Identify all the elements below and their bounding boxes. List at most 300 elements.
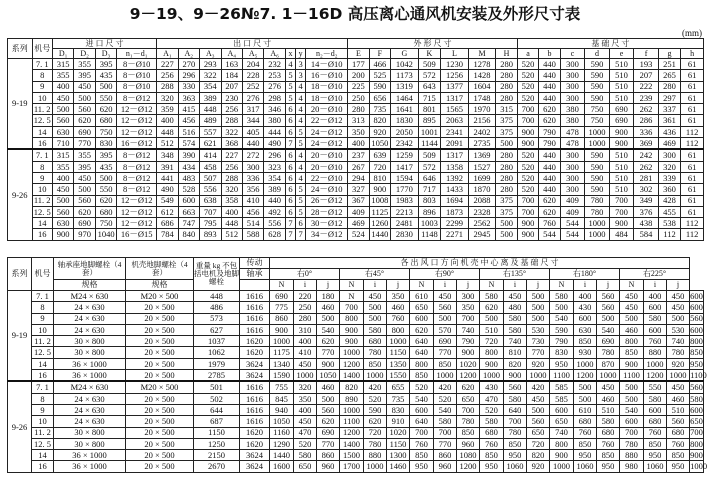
- table-cell: 520: [434, 393, 457, 404]
- table-cell: 12. 5: [33, 206, 51, 217]
- table-cell: 560: [434, 302, 457, 313]
- table-cell: 700: [620, 427, 644, 438]
- sub-header: N: [620, 280, 644, 291]
- table-cell: 747: [178, 218, 199, 229]
- table-cell: 239: [634, 92, 659, 103]
- table-cell: 359: [157, 104, 178, 115]
- table-cell: 2785: [194, 370, 240, 382]
- table-cell: 800: [620, 336, 644, 347]
- t2-col-weight: 重量 kg 不包括电机及地脚螺栓: [194, 258, 240, 291]
- table-cell: 440: [539, 70, 560, 81]
- table-cell: 24 × 630: [54, 393, 126, 404]
- table-cell: 620: [74, 206, 95, 217]
- column-header: e: [609, 49, 634, 59]
- angle-header: 右45°: [340, 269, 410, 280]
- table-cell: 1060: [574, 461, 597, 472]
- table-cell: 580: [690, 393, 703, 404]
- table-cell: 520: [517, 81, 538, 92]
- table-cell: 500: [364, 313, 387, 324]
- table-cell: 440: [539, 59, 560, 70]
- table-cell: 1433: [441, 184, 469, 195]
- table-cell: 30－Ø12: [306, 218, 348, 229]
- table-cell: 20 × 500: [126, 358, 194, 369]
- table-cell: 336: [634, 126, 659, 137]
- table-cell: 801: [418, 104, 440, 115]
- table-cell: 3: [296, 59, 306, 70]
- table-cell: 525: [369, 70, 390, 81]
- table-cell: 680: [480, 427, 504, 438]
- table-cell: 850: [667, 450, 690, 461]
- table-cell: 296: [264, 149, 285, 161]
- table-cell: 6: [285, 172, 295, 183]
- table-cell: 700: [517, 195, 538, 206]
- table-cell: 455: [658, 206, 680, 217]
- table-cell: 690: [597, 336, 620, 347]
- table-cell: 900: [517, 229, 538, 240]
- table-cell: 1340: [270, 358, 294, 369]
- table-cell: 750: [95, 126, 116, 137]
- table-cell: 690: [609, 115, 634, 126]
- table-cell: 430: [480, 381, 504, 393]
- table-cell: 590: [369, 81, 390, 92]
- table-cell: 375: [496, 206, 518, 217]
- table-cell: 1979: [194, 358, 240, 369]
- table-cell: 500: [52, 195, 73, 206]
- table-cell: 1440: [270, 450, 294, 461]
- table-cell: 2341: [441, 126, 469, 137]
- table-cell: 500: [317, 313, 340, 324]
- table-cell: 440: [264, 195, 285, 206]
- series-label: 9-26: [8, 149, 33, 240]
- table-cell: 1350: [387, 358, 410, 369]
- table-cell: 640: [504, 404, 527, 415]
- table-cell: 950: [480, 461, 504, 472]
- table-cell: 20－Ø10: [306, 161, 348, 172]
- table-cell: 570: [434, 324, 457, 335]
- column-header: h: [681, 49, 704, 59]
- table-cell: 520: [364, 393, 387, 404]
- table-cell: 502: [194, 393, 240, 404]
- table-cell: 300: [560, 70, 585, 81]
- table-cell: 755: [270, 381, 294, 393]
- table-cell: 395: [74, 70, 95, 81]
- table-cell: 920: [527, 358, 550, 369]
- table-cell: 395: [95, 149, 116, 161]
- table-cell: 524: [348, 229, 369, 240]
- table-cell: 300: [560, 161, 585, 172]
- column-header: n₂－d₂: [306, 49, 348, 59]
- table-cell: 687: [194, 416, 240, 427]
- table-cell: 315: [52, 149, 73, 161]
- table-cell: 800: [690, 438, 703, 449]
- table-cell: 900: [517, 126, 538, 137]
- table-cell: 850: [410, 450, 434, 461]
- table-cell: 760: [644, 427, 667, 438]
- table-cell: 450: [52, 184, 73, 195]
- table-cell: 389: [264, 184, 285, 195]
- table-cell: 500: [52, 104, 73, 115]
- table-cell: 510: [667, 404, 690, 415]
- table-row: [8, 126, 704, 137]
- table-cell: 500: [480, 313, 504, 324]
- sub-header: j: [387, 280, 410, 291]
- table-cell: 820: [369, 115, 390, 126]
- table-cell: 1616: [240, 291, 270, 302]
- table-cell: 2050: [391, 126, 419, 137]
- table-cell: 1160: [270, 427, 294, 438]
- table-cell: 450: [504, 291, 527, 302]
- table-row: [8, 358, 704, 369]
- table-cell: 409: [560, 206, 585, 217]
- table-cell: 9: [32, 172, 52, 183]
- table-cell: 800: [550, 438, 574, 449]
- table-cell: 375: [496, 126, 518, 137]
- t2-group-directions: 各 出 风 口 方 向 机 壳 中 心 离 及 基 础 尺 寸: [270, 258, 690, 269]
- table-cell: 61: [681, 115, 704, 126]
- column-header: A₅: [242, 49, 263, 59]
- table-cell: 470: [480, 393, 504, 404]
- table-cell: 6: [285, 115, 295, 126]
- table-cell: 310: [294, 324, 317, 335]
- table-cell: 1000: [574, 358, 597, 369]
- table-cell: 1700: [340, 461, 364, 472]
- table-cell: 900: [340, 336, 364, 347]
- table-cell: 700: [517, 104, 538, 115]
- table-cell: 1144: [418, 138, 440, 150]
- table-cell: 500: [74, 92, 95, 103]
- table-cell: 207: [221, 81, 242, 92]
- table-cell: 450: [434, 291, 457, 302]
- table-cell: 8－Ø12: [117, 161, 157, 172]
- col-machine: 机号: [32, 39, 52, 59]
- table-cell: 320: [157, 92, 178, 103]
- table-cell: 600: [644, 404, 667, 415]
- table-cell: 1460: [387, 461, 410, 472]
- table-cell: 930: [574, 347, 597, 358]
- table-cell: 400: [157, 115, 178, 126]
- table-cell: 2150: [194, 450, 240, 461]
- table-cell: 6: [285, 149, 295, 161]
- table-cell: 630: [52, 126, 73, 137]
- table-cell: 450: [52, 92, 73, 103]
- table-cell: 280: [496, 184, 518, 195]
- table-cell: 910: [387, 416, 410, 427]
- table-cell: 207: [634, 70, 659, 81]
- table-cell: 520: [480, 404, 504, 415]
- table-cell: 5: [285, 92, 295, 103]
- table-cell: 850: [690, 347, 703, 358]
- table-cell: 510: [609, 70, 634, 81]
- table-cell: 700: [517, 115, 538, 126]
- table-cell: 315: [52, 59, 73, 70]
- sub-header: j: [597, 280, 620, 291]
- table-cell: 390: [178, 149, 199, 161]
- table-cell: 361: [658, 115, 680, 126]
- table-cell: 528: [178, 184, 199, 195]
- table-cell: 520: [294, 438, 317, 449]
- table-cell: 450: [364, 291, 387, 302]
- table-cell: 280: [496, 172, 518, 183]
- t2-col-bearing-sub: 规格: [54, 280, 126, 291]
- table-cell: 900: [517, 138, 538, 150]
- table-cell: 486: [194, 302, 240, 313]
- table-cell: 643: [418, 81, 440, 92]
- table-cell: 434: [178, 161, 199, 172]
- table-row: [8, 172, 704, 183]
- table-cell: 690: [434, 336, 457, 347]
- table-cell: 400: [221, 206, 242, 217]
- table-cell: 112: [681, 138, 704, 150]
- table-cell: 440: [539, 184, 560, 195]
- table-cell: 450: [294, 358, 317, 369]
- table-cell: 600: [644, 324, 667, 335]
- table-cell: 2063: [441, 115, 469, 126]
- column-header: c: [560, 49, 585, 59]
- table-cell: 600: [690, 290, 703, 301]
- table-cell: 7: [285, 229, 295, 240]
- table-cell: 3624: [240, 450, 270, 461]
- table-cell: 112: [658, 229, 680, 240]
- installation-table: [7, 257, 708, 473]
- table-cell: 900: [52, 229, 73, 240]
- table-cell: 253: [264, 70, 285, 81]
- table-cell: 1060: [504, 461, 527, 472]
- table-cell: 1616: [240, 416, 270, 427]
- table-cell: 620: [457, 381, 480, 393]
- table-cell: 620: [364, 416, 387, 427]
- table-cell: 500: [74, 184, 95, 195]
- table-cell: 900: [550, 450, 574, 461]
- table-cell: 36 × 1000: [54, 450, 126, 461]
- table-cell: 638: [200, 195, 221, 206]
- table-cell: 1464: [391, 92, 419, 103]
- table-cell: 900: [620, 358, 644, 369]
- table-cell: 800: [387, 324, 410, 335]
- table-cell: 900: [609, 126, 634, 137]
- table-cell: 600: [410, 404, 434, 415]
- table-cell: 1620: [240, 336, 270, 347]
- table-cell: 896: [418, 206, 440, 217]
- table-cell: 1200: [574, 370, 597, 382]
- table-cell: 400: [52, 81, 73, 92]
- table-cell: 490: [157, 184, 178, 195]
- table-cell: 700: [517, 206, 538, 217]
- column-header: K: [418, 49, 440, 59]
- table-cell: M20 × 500: [126, 381, 194, 393]
- table-cell: 267: [348, 161, 369, 172]
- table-cell: 590: [585, 59, 610, 70]
- table-cell: 720: [369, 161, 390, 172]
- table-cell: 710: [52, 138, 73, 150]
- column-header: D₃: [95, 49, 116, 59]
- table-cell: 860: [270, 313, 294, 324]
- table-cell: 500: [620, 381, 644, 393]
- table-cell: 2830: [391, 229, 419, 240]
- table-cell: 440: [539, 149, 560, 161]
- table-cell: 1870: [468, 184, 496, 195]
- table-cell: 580: [504, 324, 527, 335]
- table-cell: 16: [32, 138, 52, 150]
- table-cell: 700: [609, 206, 634, 217]
- table-cell: 250: [294, 302, 317, 313]
- column-header: g: [658, 49, 680, 59]
- table-cell: 1000: [527, 370, 550, 382]
- column-header: d: [585, 49, 610, 59]
- table-cell: 24－Ø12: [306, 138, 348, 150]
- table-cell: 1000: [550, 461, 574, 472]
- table-cell: 1200: [457, 461, 480, 472]
- table-cell: 280: [496, 81, 518, 92]
- table-cell: 4: [296, 172, 306, 183]
- table-cell: 790: [550, 336, 574, 347]
- table-cell: 349: [634, 195, 659, 206]
- table-cell: 322: [200, 70, 221, 81]
- table-cell: 1000: [340, 404, 364, 415]
- table-cell: 1200: [340, 358, 364, 369]
- table-cell: 780: [585, 206, 610, 217]
- table-cell: 584: [634, 229, 659, 240]
- table-cell: 760: [644, 336, 667, 347]
- table-cell: 400: [644, 291, 667, 302]
- table-cell: 895: [418, 115, 440, 126]
- table-cell: 8－Ø12: [117, 184, 157, 195]
- table-cell: 409: [560, 195, 585, 206]
- table-cell: 466: [369, 59, 390, 70]
- table-cell: 1319: [391, 81, 419, 92]
- table-cell: 845: [270, 393, 294, 404]
- table-cell: 350: [348, 126, 369, 137]
- table-cell: 1001: [418, 126, 440, 137]
- table-cell: 770: [74, 138, 95, 150]
- angle-header: 右135°: [480, 269, 550, 280]
- table-cell: 9: [32, 313, 54, 324]
- table-cell: 650: [410, 302, 434, 313]
- table-cell: 2271: [441, 229, 469, 240]
- table-cell: 12－Ø12: [117, 126, 157, 137]
- table-cell: 600: [690, 302, 703, 313]
- table-cell: 440: [539, 81, 560, 92]
- table-cell: 400: [294, 336, 317, 347]
- table-cell: 680: [95, 206, 116, 217]
- table-cell: 288: [221, 115, 242, 126]
- table-cell: 61: [681, 184, 704, 195]
- table-cell: 1616: [240, 324, 270, 335]
- table-cell: 300: [560, 92, 585, 103]
- table-cell: 8－Ø10: [117, 59, 157, 70]
- table-cell: 538: [658, 218, 680, 229]
- table-cell: 355: [74, 59, 95, 70]
- table-cell: 850: [480, 450, 504, 461]
- table-cell: 20－Ø10: [306, 104, 348, 115]
- table-cell: 355: [74, 149, 95, 161]
- table-cell: 346: [264, 104, 285, 115]
- table-cell: 469: [658, 138, 680, 150]
- sub-header: i: [434, 280, 457, 291]
- table-cell: M24 × 630: [54, 381, 126, 393]
- table-cell: 780: [597, 347, 620, 358]
- table-cell: 6: [285, 104, 295, 115]
- table-cell: 20－Ø10: [306, 149, 348, 161]
- table-cell: 1000: [294, 370, 317, 382]
- table-cell: 740: [504, 336, 527, 347]
- table-cell: 620: [95, 195, 116, 206]
- table-cell: 300: [560, 81, 585, 92]
- table-cell: 4: [296, 115, 306, 126]
- table-cell: 1527: [468, 161, 496, 172]
- table-cell: 520: [517, 70, 538, 81]
- table-cell: 663: [178, 206, 199, 217]
- table-cell: 24 × 630: [54, 313, 126, 324]
- table-cell: 20 × 500: [126, 416, 194, 427]
- table-cell: 323: [264, 161, 285, 172]
- table-cell: 1428: [468, 70, 496, 81]
- table-cell: 30 × 800: [54, 347, 126, 358]
- column-header: y: [296, 49, 306, 59]
- table-cell: 620: [539, 115, 560, 126]
- table-cell: 620: [410, 324, 434, 335]
- table-cell: 520: [517, 184, 538, 195]
- table-cell: 900: [504, 370, 527, 382]
- table-row: [8, 324, 704, 335]
- angle-header: 右0°: [270, 269, 340, 280]
- table-cell: 610: [574, 404, 597, 415]
- table-cell: 1003: [418, 218, 440, 229]
- table-cell: 16－Ø10: [306, 70, 348, 81]
- table-row: [8, 450, 704, 461]
- table-cell: 458: [200, 161, 221, 172]
- table-cell: 252: [242, 81, 263, 92]
- table-cell: 11. 2: [32, 427, 54, 438]
- table-cell: 950: [690, 358, 703, 369]
- table-row: [8, 59, 704, 70]
- table-cell: 438: [634, 218, 659, 229]
- table-cell: 1000: [690, 461, 708, 472]
- table-cell: 1392: [441, 172, 469, 183]
- table-cell: 20 × 500: [126, 438, 194, 449]
- table-cell: 556: [264, 218, 285, 229]
- table-cell: 650: [457, 393, 480, 404]
- table-cell: 280: [496, 59, 518, 70]
- t2-col-casing-sub: 规格: [126, 280, 194, 291]
- table-cell: 14: [32, 126, 52, 137]
- table-cell: 2402: [468, 126, 496, 137]
- sub-header: i: [504, 280, 527, 291]
- table-cell: 621: [200, 138, 221, 150]
- sub-header: i: [364, 280, 387, 291]
- table-cell: 478: [560, 126, 585, 137]
- table-cell: 363: [178, 92, 199, 103]
- t2-col-series: 系列: [8, 258, 32, 291]
- table-cell: 5: [296, 138, 306, 150]
- table-cell: 251: [658, 59, 680, 70]
- table-cell: 580: [504, 393, 527, 404]
- column-header: A₁: [157, 49, 178, 59]
- table-cell: 700: [410, 427, 434, 438]
- table-cell: 14: [32, 450, 54, 461]
- table-cell: 1062: [194, 347, 240, 358]
- table-cell: 500: [574, 393, 597, 404]
- table-cell: 7: [296, 229, 306, 240]
- table-cell: 250: [348, 92, 369, 103]
- table-cell: 690: [317, 427, 340, 438]
- table-cell: 4: [296, 81, 306, 92]
- table-cell: 1983: [391, 195, 419, 206]
- table-cell: 850: [410, 370, 434, 382]
- table-cell: 2945: [468, 229, 496, 240]
- table-cell: 500: [496, 138, 518, 150]
- table-cell: 61: [681, 195, 704, 206]
- table-cell: 830: [387, 404, 410, 415]
